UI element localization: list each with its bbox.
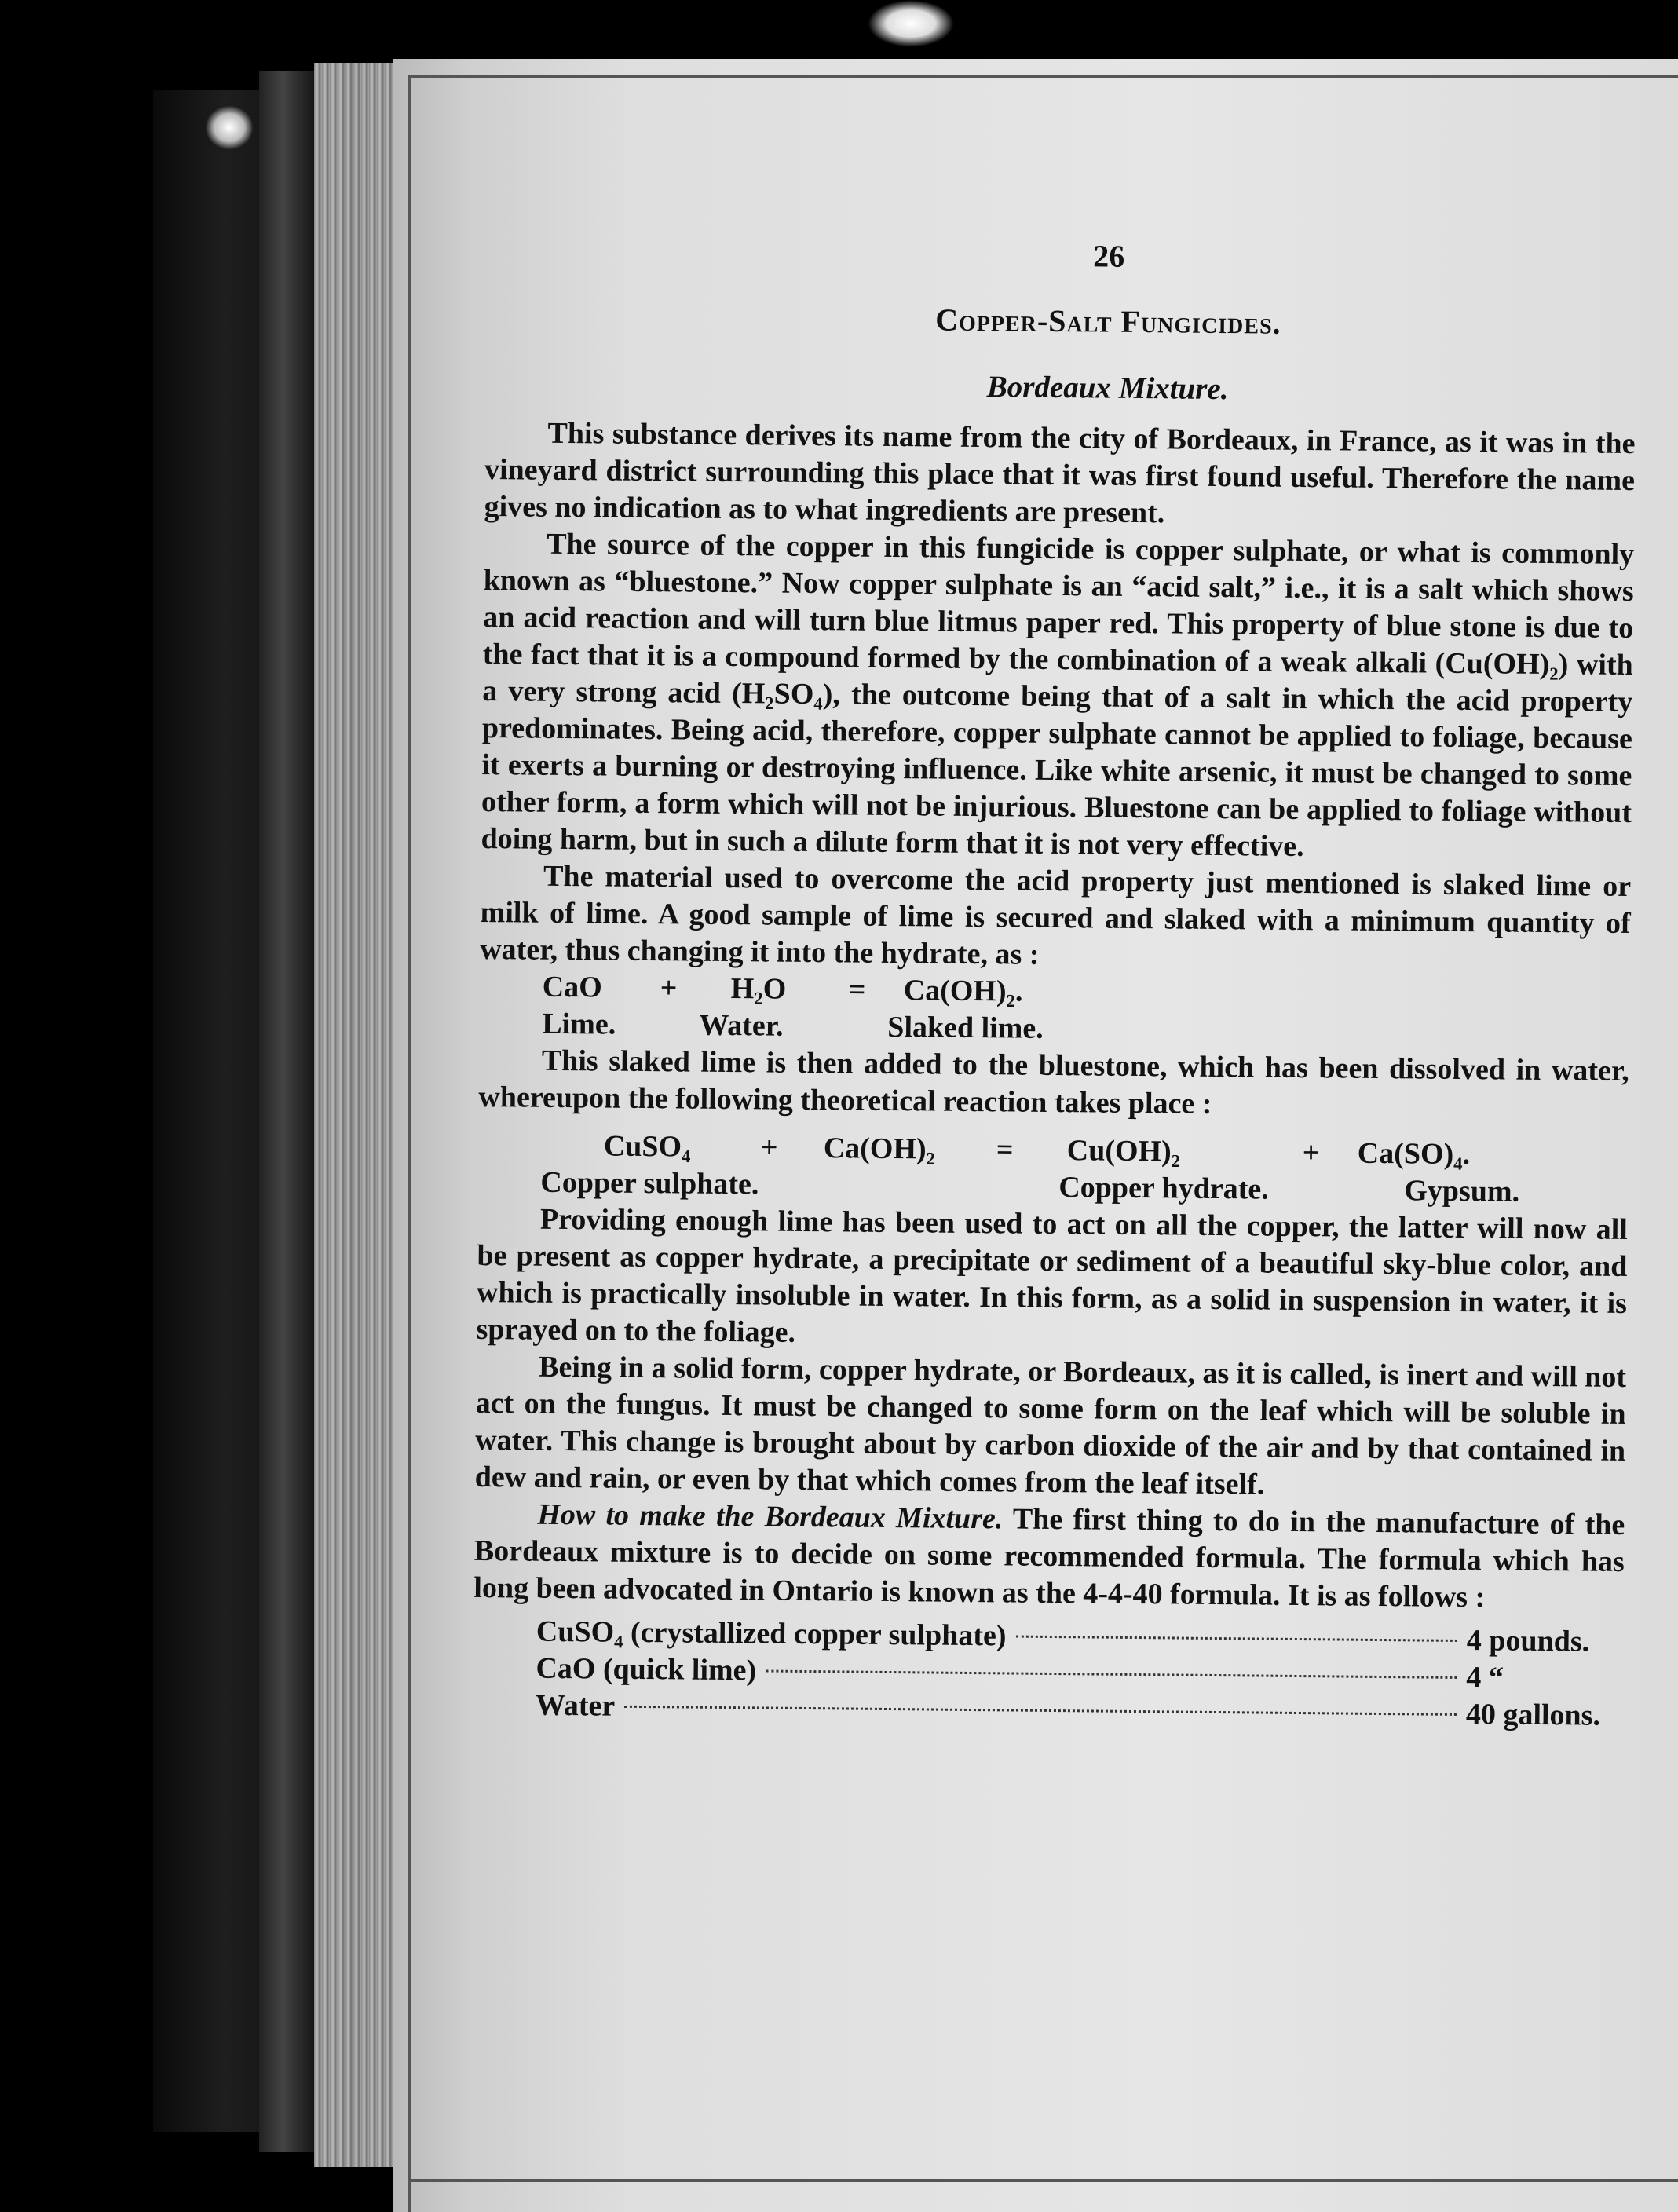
leader-dots xyxy=(624,1706,1457,1716)
book-cover-edge xyxy=(259,71,318,2152)
formula-quantity: 4 pounds. xyxy=(1466,1624,1590,1658)
equation-term: Ca(SO)₄. xyxy=(1357,1136,1471,1172)
formula-ingredient: CaO (quick lime) xyxy=(536,1651,757,1687)
page-text xyxy=(473,232,1637,1735)
subsection-title: Bordeaux Mixture. xyxy=(986,370,1229,407)
equation-label: Copper hydrate. xyxy=(1058,1171,1269,1206)
paragraph-2: The source of the copper in this fungicide is copper sulphate, or what is commonly known as “bluestone.” Now copper sulphate is an “acid salt,” i.e., it is a salt which shows an acid reaction and will turn blue litmus paper red. This property of blue stone is due to the fact that it is a compound formed by the combination of a weak alkali (Cu(OH)₂) with a very strong acid (H₂SO₄), the outcome being that of a salt in which the acid property predominates. Being acid, therefore, copper sulphate cannot be applied to foliage, because it exerts a burning or destroying influence. Like white arsenic, it must be changed to some other form, a form which will not be injurious. Bluestone can be applied to foliage without doing harm, but in such a dilute form that it is not very effective. xyxy=(481,527,1635,864)
formula-quantity: 40 gallons. xyxy=(1465,1698,1601,1732)
formula-quantity: 4 “ xyxy=(1466,1661,1504,1695)
paragraph-7 xyxy=(473,1496,1625,1618)
paragraph-3: The material used to overcome the acid property just mentioned is slaked lime or milk of lime. A good sample of lime is secured and slaked with a minimum quantity of water, thus changing it into the hydrate, as : xyxy=(480,859,1632,971)
equation-term: H₂O xyxy=(730,972,787,1006)
equation-term: Ca(OH)₂. xyxy=(903,974,1023,1008)
paragraph-7-lead: How to make the Bordeaux Mixture. xyxy=(537,1497,1004,1536)
equation-label: Water. xyxy=(699,1008,784,1043)
equation-label: Lime. xyxy=(542,1007,616,1041)
equation-operator: + xyxy=(760,1131,778,1164)
scan-artifact-top xyxy=(868,0,954,47)
equation-operator: + xyxy=(1302,1136,1320,1170)
equation-operator: = xyxy=(996,1133,1014,1167)
equation-term: CuSO₄ xyxy=(603,1129,691,1164)
formula-table xyxy=(536,1614,1624,1735)
paragraph-7-body: The first thing to do in the manufacture of the Bordeaux mixture is to decide on some recommended formula. The formula which has long been advocated in Ontario is known as the 4-4-40 formula. It is as follows : xyxy=(473,1502,1625,1614)
paragraph-6: Being in a solid form, copper hydrate, or Bordeaux, as it is called, is inert and will not act on the fungus. It must be changed to some form on the leaf which will be soluble in water. This change is brought about by carbon dioxide of the air and by that contained in dew and rain, or even by that which comes from the leaf itself. xyxy=(474,1350,1627,1501)
equation-operator: + xyxy=(660,971,678,1005)
equation-term: Cu(OH)₂ xyxy=(1066,1134,1181,1168)
equation-term: Ca(OH)₂ xyxy=(823,1132,936,1166)
equation-label: Slaked lime. xyxy=(887,1010,1044,1045)
equation-label: Gypsum. xyxy=(1404,1174,1520,1208)
page-border-bottom xyxy=(408,2179,1678,2182)
equation-term: CaO xyxy=(542,970,602,1004)
leader-dots xyxy=(766,1669,1457,1678)
scan-artifact-side xyxy=(206,106,253,149)
leader-dots xyxy=(1015,1636,1457,1642)
formula-ingredient: CuSO₄ (crystallized copper sulphate) xyxy=(536,1614,1007,1653)
paragraph-5: Providing enough lime has been used to act on all the copper, the latter will now all be present as copper hydrate, a precipitate or sediment of a beautiful sky-blue color, and which is practically insoluble in water. In this form, as a solid in suspension in water, it is sprayed on to the foliage. xyxy=(476,1202,1629,1349)
equation-operator: = xyxy=(848,973,866,1007)
equation-label: Copper sulphate. xyxy=(540,1165,759,1201)
page-number: 26 xyxy=(1093,238,1125,274)
paragraph-1: This substance derives its name from the city of Bordeaux, in France, as it was in the vineyard district surrounding this place that it was first found useful. Therefore the name gives no indication as to what ingredients are present. xyxy=(484,416,1636,530)
section-title: Copper-Salt Fungicides. xyxy=(934,302,1281,341)
formula-ingredient: Water xyxy=(535,1688,616,1723)
paragraph-4: This slaked lime is then added to the bluestone, which has been dissolved in water, whereupon the following theoretical reaction takes place : xyxy=(478,1044,1630,1121)
